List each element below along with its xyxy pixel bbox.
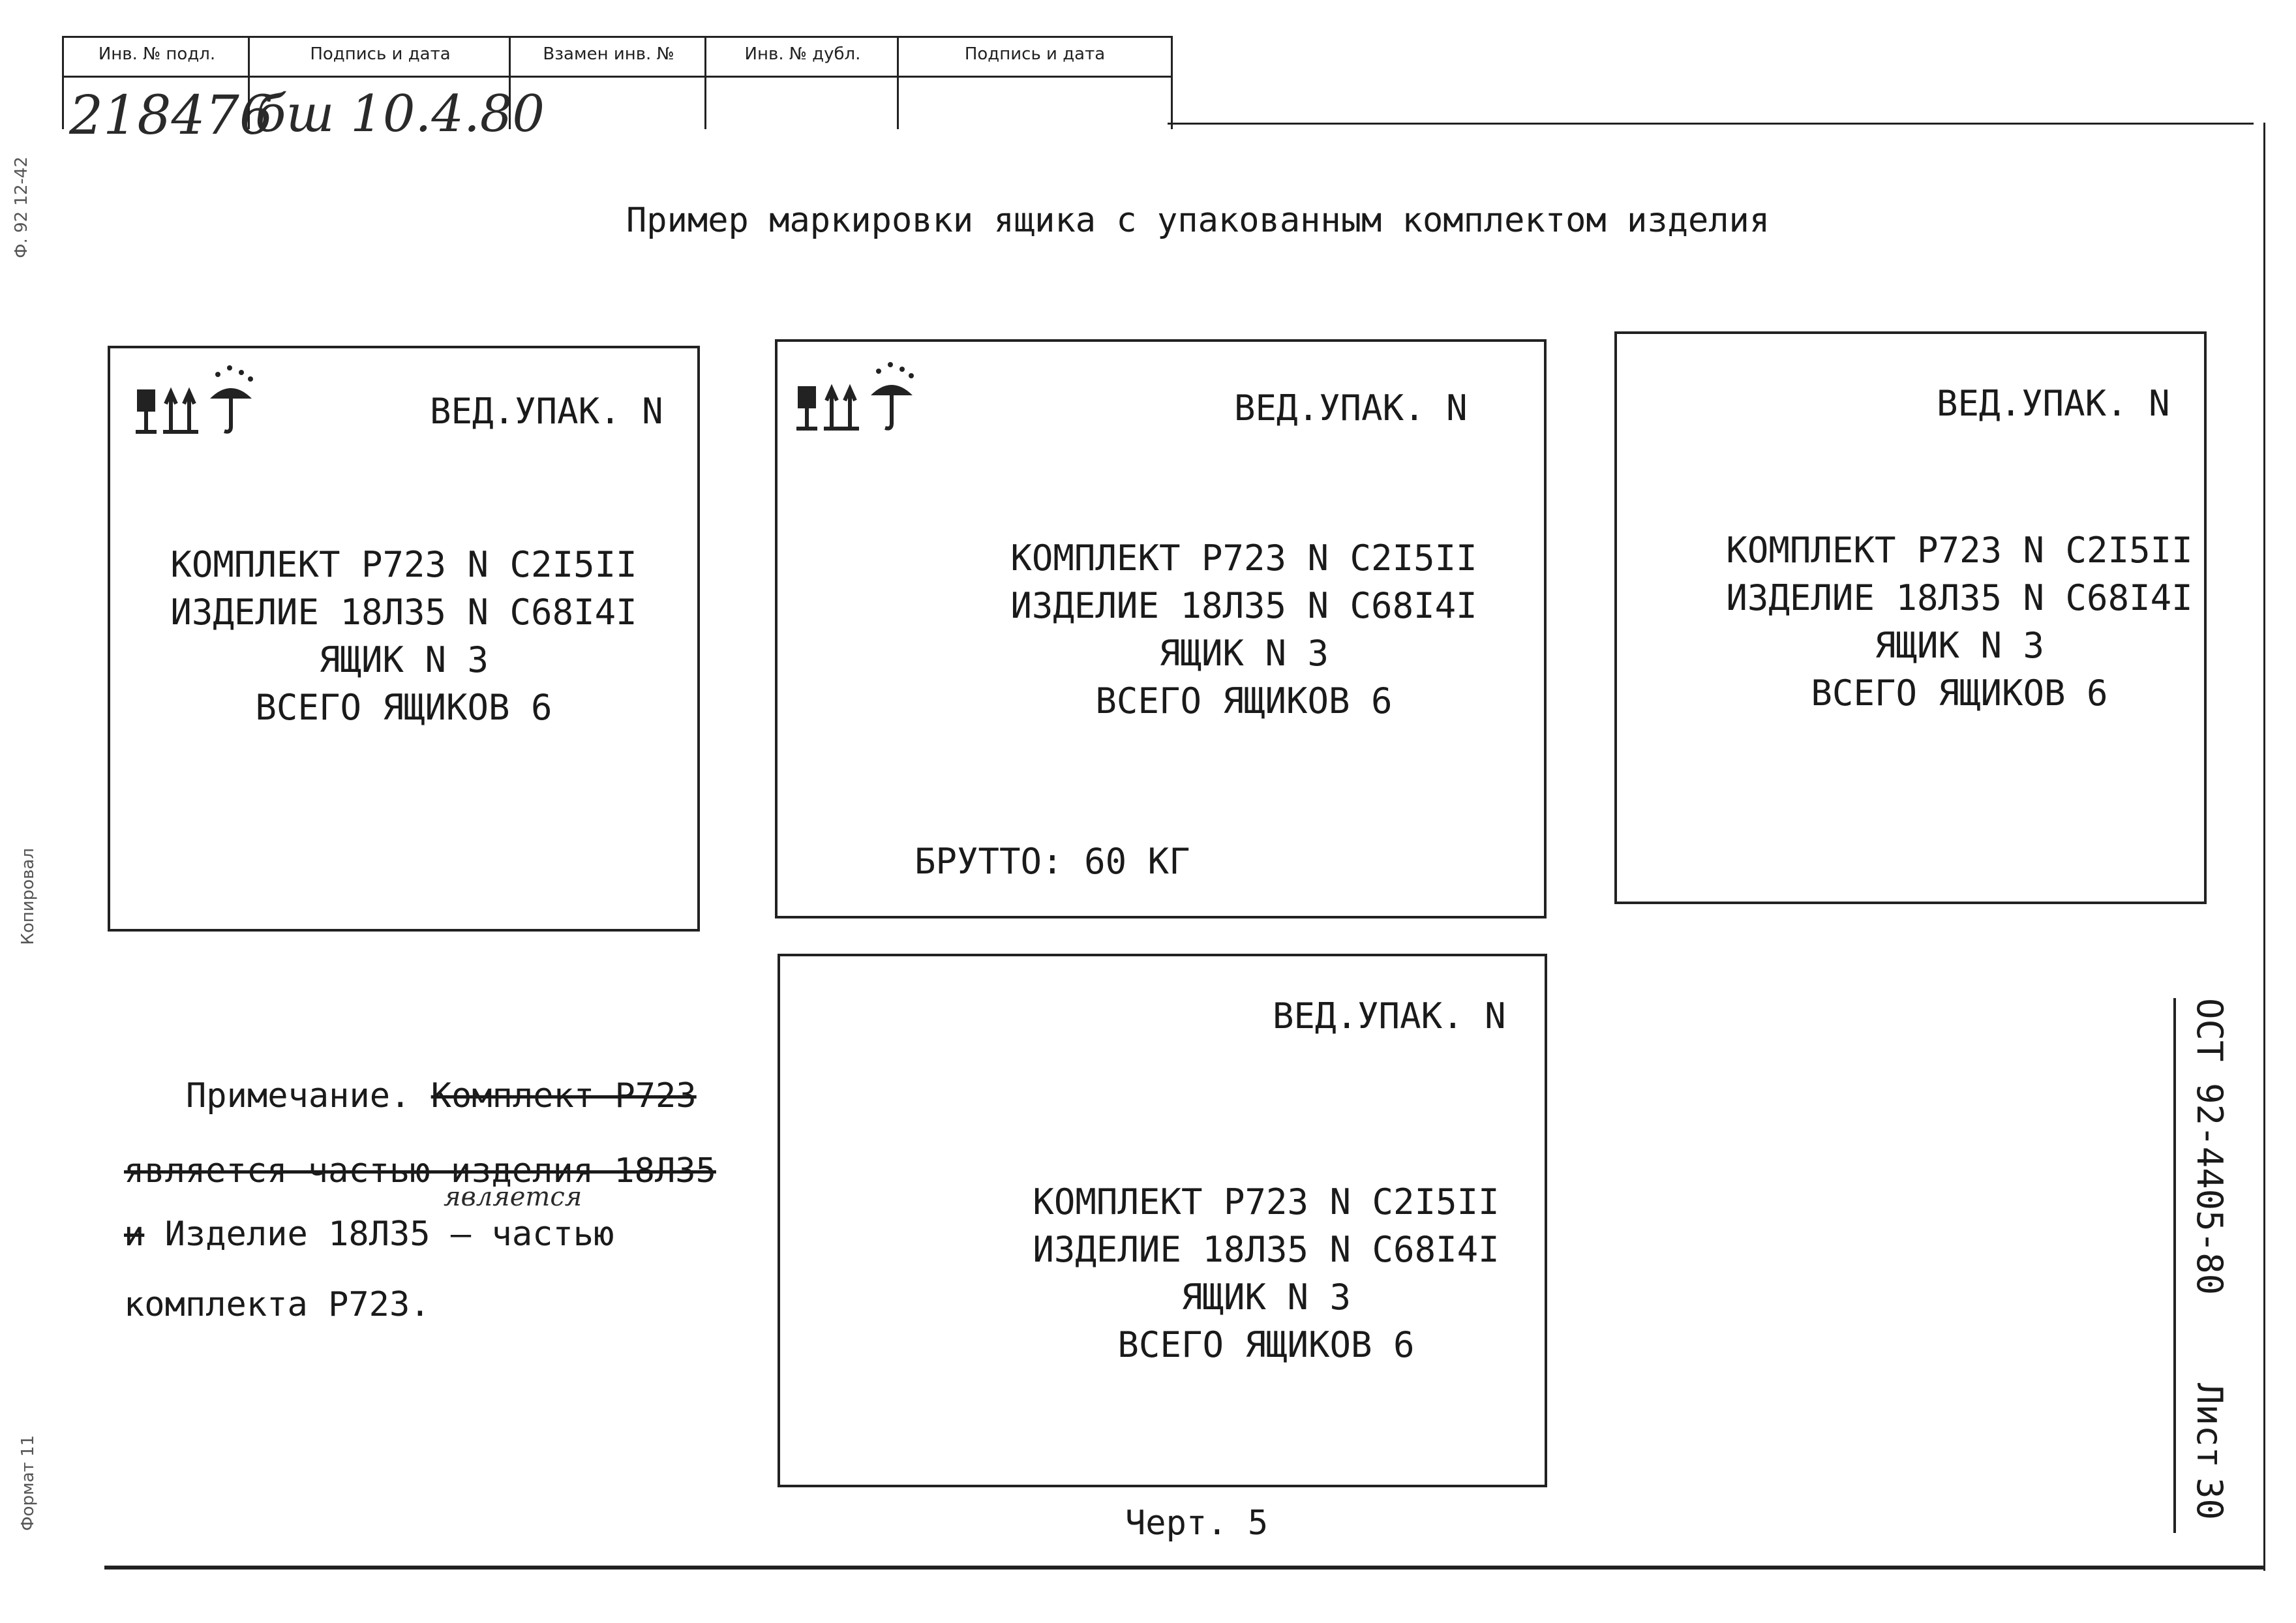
box-item-line: ИЗДЕЛИЕ 18Л35 N С68I4I: [1010, 585, 1477, 626]
stamp-header: Инв. № дубл.: [744, 44, 861, 64]
marking-box-3: [1614, 331, 2207, 904]
stamp-cell-signature-date-2: [897, 38, 1171, 129]
title-block-stamp: [62, 36, 1173, 147]
box-package-code: ВЕД.УПАК. N: [1234, 387, 1468, 429]
fragile-glass-icon: [796, 386, 817, 431]
sheet-label: Лист: [2189, 1383, 2230, 1468]
box-total-line: ВСЕГО ЯЩИКОВ 6: [1117, 1324, 1415, 1365]
note-line-1: [186, 1076, 697, 1115]
document-code: ОСТ 92-4405-80: [2189, 998, 2230, 1296]
box-package-code: ВЕД.УПАК. N: [1937, 383, 2170, 424]
box-package-code: ВЕД.УПАК. N: [1273, 995, 1506, 1037]
stamp-header: Взамен инв. №: [543, 44, 674, 64]
box-kit-line: КОМПЛЕКТ Р723 N С2I5II: [1726, 530, 2193, 571]
note-line-3: [124, 1215, 614, 1254]
note-struck-text: Комплект Р723: [430, 1076, 697, 1115]
box-text-block: [1021, 1181, 1511, 1365]
note-struck-line-2: является частью изделия 18Л35: [124, 1151, 716, 1191]
marking-box-4: [778, 954, 1547, 1487]
stamp-header: Инв. № подл.: [98, 44, 216, 64]
box-kit-line: КОМПЛЕКТ Р723 N С2I5II: [1033, 1181, 1500, 1222]
keep-dry-umbrella-icon: [210, 365, 253, 432]
frame-top-line: [1168, 123, 2254, 125]
stamp-value-handwritten: бш 10.4.80: [255, 85, 545, 144]
stamp-header: Подпись и дата: [310, 44, 451, 64]
this-way-up-arrows-icon: [824, 389, 859, 431]
box-item-line: ИЗДЕЛИЕ 18Л35 N С68I4I: [170, 592, 637, 633]
box-number-line: ЯЩИК N 3: [1158, 633, 1329, 674]
stamp-cell-inv-original: [62, 38, 274, 147]
box-item-line: ИЗДЕЛИЕ 18Л35 N С68I4I: [1033, 1229, 1500, 1270]
note-handwritten-insert: является: [444, 1182, 582, 1212]
note-text: Изделие 18Л35 –: [164, 1215, 472, 1254]
box-kit-line: КОМПЛЕКТ Р723 N С2I5II: [1010, 538, 1477, 579]
box-number-line: ЯЩИК N 3: [1874, 625, 2045, 666]
margin-format-mark: Формат 11: [18, 1435, 38, 1531]
sheet-number: 30: [2189, 1478, 2230, 1521]
stamp-cell-signature-date: [248, 38, 545, 144]
note-text: частью: [491, 1215, 614, 1254]
box-gross-weight: БРУТТО: 60 КГ: [914, 841, 1190, 882]
box-package-code: ВЕД.УПАК. N: [430, 391, 663, 432]
box-number-line: ЯЩИК N 3: [1181, 1277, 1352, 1318]
keep-dry-umbrella-icon: [871, 362, 914, 429]
box-text-block: [1715, 530, 2204, 714]
note-struck-text: и: [124, 1215, 145, 1254]
box-text-block: [110, 544, 697, 728]
box-text-block: [999, 538, 1488, 721]
note-line-4: комплекта Р723.: [124, 1285, 430, 1324]
box-total-line: ВСЕГО ЯЩИКОВ 6: [1095, 680, 1393, 721]
stamp-cell-duplicate-inv: [704, 38, 899, 129]
box-item-line: ИЗДЕЛИЕ 18Л35 N С68I4I: [1726, 577, 2193, 618]
page-title: Пример маркировки ящика с упакованным комплектом изделия: [626, 201, 1770, 240]
margin-copied-mark: Копировал: [18, 848, 38, 945]
document-sidebar: [2173, 998, 2254, 1533]
box-kit-line: КОМПЛЕКТ Р723 N С2I5II: [170, 544, 637, 585]
stamp-cell-replacement-inv: [509, 38, 706, 129]
fragile-glass-icon: [136, 389, 157, 434]
marking-box-1: [108, 346, 700, 932]
frame-bottom-line: [104, 1566, 2265, 1570]
marking-box-2: [775, 339, 1547, 918]
handling-icons: [133, 358, 264, 456]
figure-caption: Черт. 5: [1125, 1504, 1269, 1543]
this-way-up-arrows-icon: [163, 392, 198, 434]
frame-right-line: [2263, 123, 2265, 1571]
stamp-value-handwritten: 218476: [69, 85, 274, 147]
box-total-line: ВСЕГО ЯЩИКОВ 6: [1811, 673, 2108, 714]
stamp-header: Подпись и дата: [964, 44, 1106, 64]
note-label: Примечание.: [186, 1076, 411, 1115]
margin-form-mark: Ф. 92 12-42: [12, 157, 31, 258]
handling-icons: [794, 355, 924, 453]
box-total-line: ВСЕГО ЯЩИКОВ 6: [255, 687, 552, 728]
box-number-line: ЯЩИК N 3: [318, 639, 489, 680]
